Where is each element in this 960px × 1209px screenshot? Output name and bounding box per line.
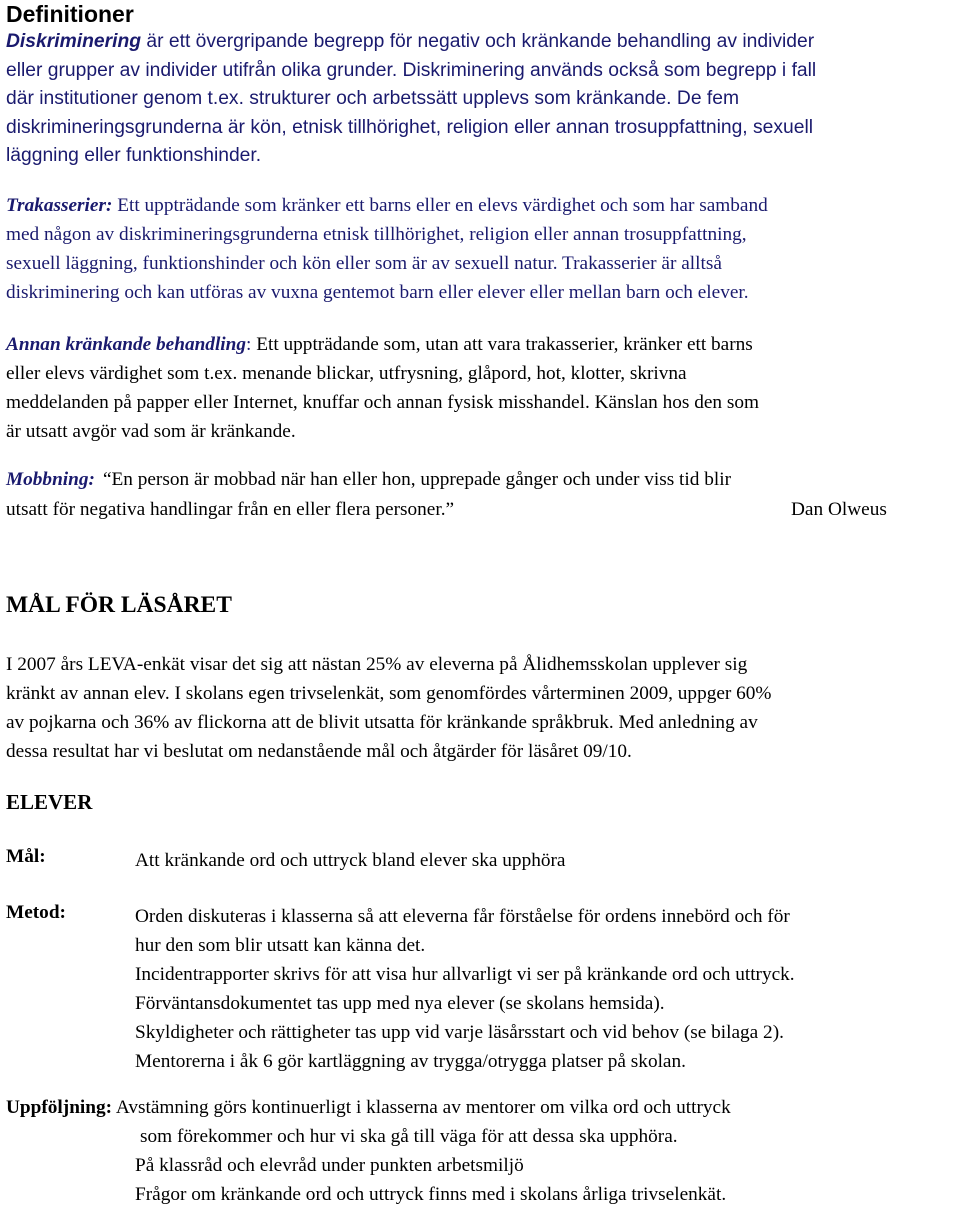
metod-item: Mentorerna i åk 6 gör kartläggning av trygga/otrygga platser på skolan.: [135, 1051, 686, 1072]
metod-item: hur den som blir utsatt kan känna det.: [135, 935, 426, 956]
metod-item: Incidentrapporter skrivs för att visa hur allvarligt vi ser på kränkande ord och uttryck.: [135, 964, 795, 985]
metod-list: [135, 902, 795, 1076]
definition-mobbning: Mobbning: “En person är mobbad när han eller hon, upprepade gånger och under viss tid blir utsatt för negativa handlingar från en eller flera personer.” Dan Olweus: [6, 465, 956, 524]
definition-annan-krankande-behandling: Annan kränkande behandling: Ett uppträdande som, utan att vara trakasserier, kränker ett barns eller elevs värdighet som t.ex. menande blickar, utfrysning, glåpord, hot, klotter, skrivna meddelanden på papper eller Internet, knuffar och annan fysisk misshandel. Känslan hos den som är utsatt avgör vad som är kränkande.: [6, 334, 759, 442]
elever-heading: ELEVER: [6, 790, 93, 814]
definitions-title: Definitioner: [6, 1, 134, 27]
mal-text: Att kränkande ord och uttryck bland elever ska upphöra: [135, 850, 566, 871]
definition-diskriminering: Diskriminering är ett övergripande begrepp för negativ och kränkande behandling av individer eller grupper av individer utifrån olika grunder. Diskriminering används också som begrepp i fall där institutioner genom t.ex. strukturer och arbetssätt upplevs som kränkande. De fem diskrimineringsgrunderna är kön, etnisk tillhörighet, religion eller annan trosuppfattning, sexuell läggning eller funktionshinder.: [6, 31, 817, 166]
term-diskriminering: Diskriminering: [6, 31, 142, 52]
term-annan-krankande: Annan kränkande behandling: [6, 334, 247, 355]
metod-item: Förväntansdokumentet tas upp med nya elever (se skolans hemsida).: [135, 993, 665, 1014]
uppfoljning-line: På klassråd och elevråd under punkten arbetsmiljö: [135, 1155, 524, 1176]
uppfoljning-label: Uppföljning:: [6, 1097, 113, 1118]
quote-author: Dan Olweus: [791, 498, 887, 520]
uppfoljning-section: Uppföljning: Avstämning görs kontinuerligt i klasserna av mentorer om vilka ord och uttryck som förekommer och hur vi ska gå till väga för att dessa ska upphöra. På klassråd och elevråd under punkten arbetsmiljö Frågor om kränkande ord och uttryck finns med i skolans årliga trivselenkät.: [6, 1093, 731, 1122]
mal-label: Mål:: [6, 846, 46, 867]
metod-item: Orden diskuteras i klasserna så att eleverna får förståelse för ordens innebörd och för: [135, 906, 790, 927]
term-mobbning: Mobbning:: [6, 469, 95, 490]
uppfoljning-line: Frågor om kränkande ord och uttryck finns med i skolans årliga trivselenkät.: [135, 1184, 727, 1205]
uppfoljning-line: som förekommer och hur vi ska gå till väga för att dessa ska upphöra.: [140, 1126, 678, 1147]
metod-label: Metod:: [6, 902, 66, 923]
metod-item: Skyldigheter och rättigheter tas upp vid varje läsårsstart och vid behov (se bilaga 2).: [135, 1022, 784, 1043]
goals-intro: I 2007 års LEVA-enkät visar det sig att nästan 25% av eleverna på Ålidhemsskolan upplever sig kränkt av annan elev. I skolans egen trivselenkät, som genomfördes vårterminen 2009, uppger 60% av pojkarna och 36% av flickorna att de blivit utsatta för kränkande språkbruk. Med anledning av dessa resultat har vi beslutat om nedanstående mål och åtgärder för läsåret 09/10.: [6, 654, 772, 762]
goals-heading: MÅL FÖR LÄSÅRET: [6, 592, 232, 618]
term-trakasserier: Trakasserier:: [6, 195, 113, 216]
definition-trakasserier: Trakasserier: Ett uppträdande som kränker ett barns eller en elevs värdighet och som har samband med någon av diskrimineringsgrunderna etnisk tillhörighet, religion eller annan trosuppfattning, sexuell läggning, funktionshinder och kön eller som är av sexuell natur. Trakasserier är alltså diskriminering och kan utföras av vuxna gentemot barn eller elever eller mellan barn och elever.: [6, 195, 768, 303]
